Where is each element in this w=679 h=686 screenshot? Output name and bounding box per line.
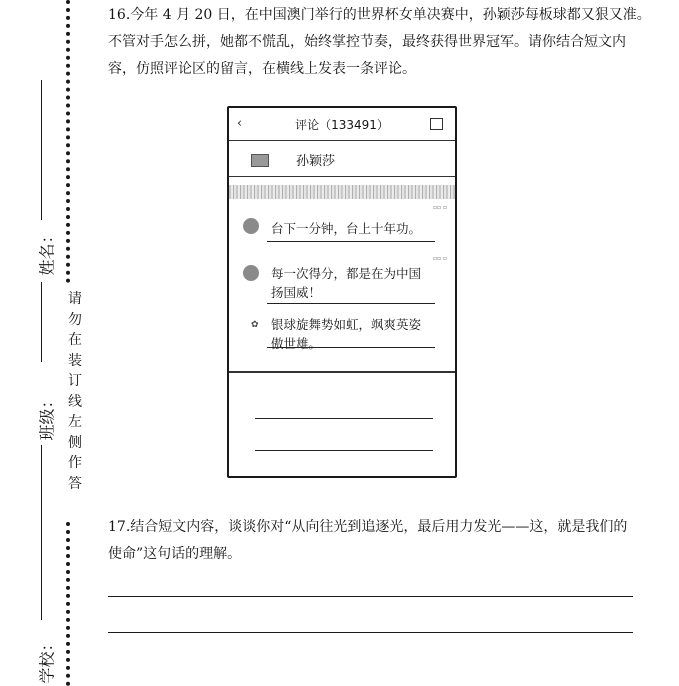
- class-blank-line: [41, 445, 42, 620]
- class-label: 班级：: [37, 392, 57, 441]
- binding-warning: 请 勿 在 装 订 线 左 侧 作 答: [68, 291, 82, 492]
- q17-answer-line-2[interactable]: [108, 632, 633, 633]
- q17-answer-line-1[interactable]: [108, 596, 633, 597]
- comment-1-meta-icon: ▫▫ ▫: [432, 204, 447, 211]
- q16-line-1: 16.今年 4 月 20 日，在中国澳门举行的世界杯女单决赛中，孙颖莎每板球都又狠又准。: [108, 7, 651, 23]
- q17-line-2: 使命”这句话的理解。: [108, 546, 242, 562]
- share-icon: [430, 118, 443, 130]
- comment-1-underline: [267, 241, 435, 242]
- question-16: [108, 2, 653, 83]
- user-name: 孙颖莎: [296, 154, 336, 169]
- comment-2-text-line-2: 扬国威！: [271, 285, 322, 300]
- question-17: [108, 514, 653, 568]
- comment-3-text-line-1: 银球旋舞势如虹，飒爽英姿: [271, 317, 422, 332]
- header-divider: [229, 140, 455, 141]
- answer-line-2[interactable]: [255, 450, 433, 451]
- comment-3-text-line-2: 傲世雄。: [271, 336, 322, 351]
- comment-2-text-line-1: 每一次得分，都是在为中国: [271, 266, 422, 281]
- comment-3-underline: [267, 347, 435, 348]
- q16-line-2: 不管对手怎么拼，她都不慌乱，始终掌控节奏，最终获得世界冠军。请你结合短文内: [108, 34, 626, 50]
- comment-2-avatar-icon: [243, 265, 259, 281]
- comment-header-title: 评论（133491）: [295, 118, 389, 132]
- q17-line-1: 17.结合短文内容，谈谈你对“从向往光到追逐光，最后用力发光——这，就是我们的: [108, 519, 628, 535]
- phone-comment-mockup: [227, 106, 457, 478]
- name-blank-line: [41, 80, 42, 220]
- comment-2-underline: [267, 303, 435, 304]
- blurred-band: [229, 185, 455, 199]
- binding-dotted-line-upper: [66, 0, 70, 283]
- name-blank-line-2: [41, 282, 42, 362]
- name-label: 姓名：: [37, 227, 57, 276]
- binding-dotted-line-lower: [66, 522, 70, 686]
- school-label: 学校：: [37, 635, 57, 684]
- back-arrow-icon: ‹: [237, 116, 243, 131]
- user-divider: [229, 176, 455, 177]
- comment-2-meta-icon: ▫▫ ▫: [432, 255, 447, 262]
- comment-1-text: 台下一分钟，台上十年功。: [271, 221, 422, 236]
- comment-1-avatar-icon: [243, 218, 259, 234]
- input-area-divider: [229, 371, 455, 373]
- comment-3-avatar-icon: ✿: [251, 320, 259, 330]
- q16-line-3: 容，仿照评论区的留言，在横线上发表一条评论。: [108, 61, 416, 77]
- user-avatar-icon: [251, 154, 269, 167]
- answer-line-1[interactable]: [255, 418, 433, 419]
